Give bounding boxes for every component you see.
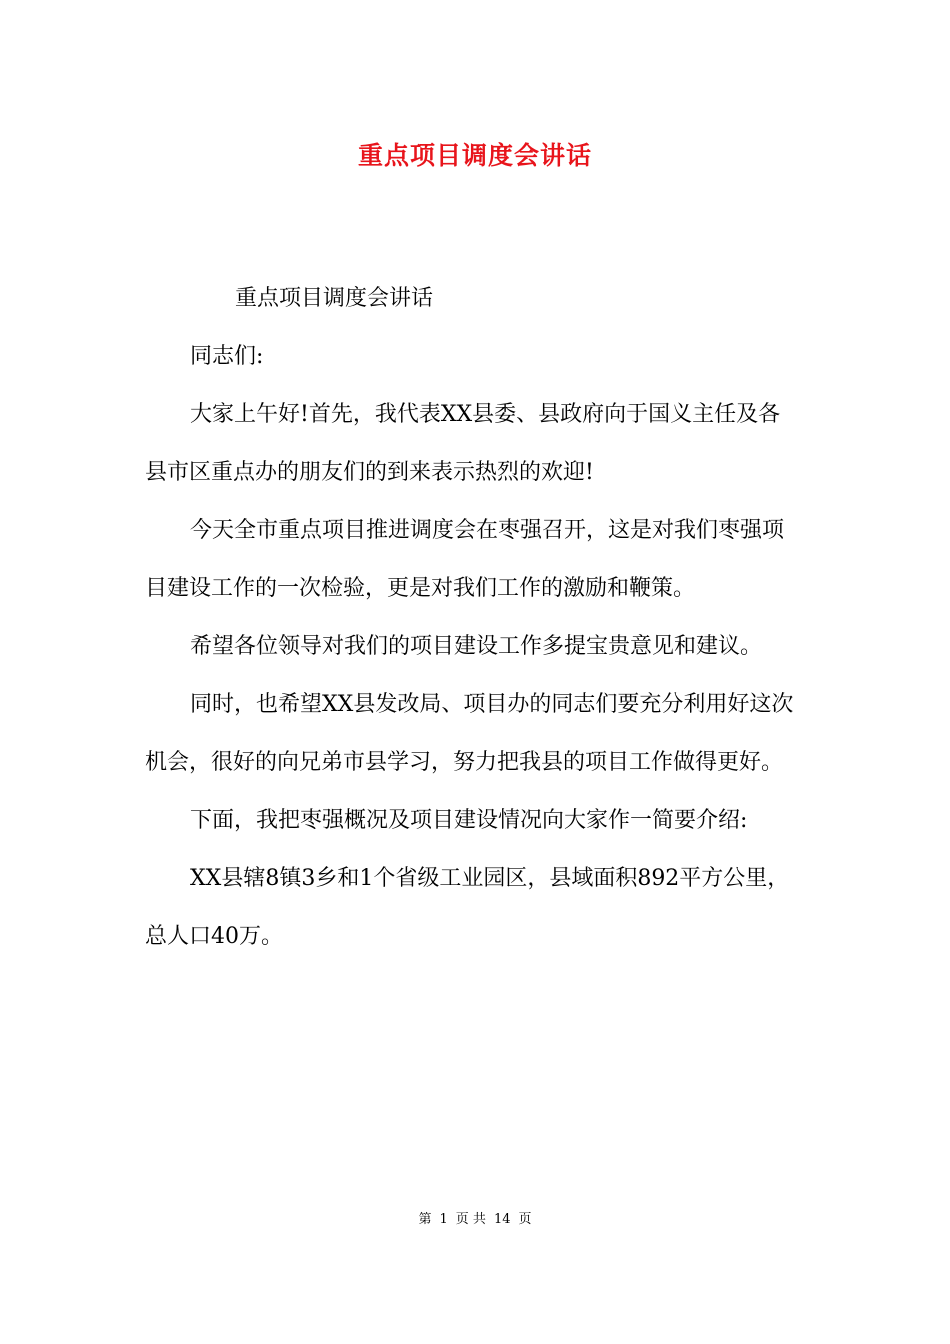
paragraph-line: 今天全市重点项目推进调度会在枣强召开，这是对我们枣强项 — [190, 518, 785, 543]
page-number-footer — [0, 1208, 950, 1227]
paragraph-line: 目建设工作的一次检验，更是对我们工作的激励和鞭策。 — [145, 576, 696, 601]
paragraph-salutation — [145, 328, 810, 386]
paragraph-hope — [145, 618, 810, 676]
paragraph-welcome — [145, 386, 810, 502]
paragraph-subtitle — [145, 270, 810, 328]
footer-current-page: 1 — [439, 1212, 448, 1227]
paragraph-line: 同时，也希望XX县发改局、项目办的同志们要充分利用好这次 — [190, 692, 794, 717]
paragraph-line: 县市区重点办的朋友们的到来表示热烈的欢迎! — [145, 460, 594, 485]
paragraph-intro — [145, 792, 810, 850]
footer-total-pages: 14 — [493, 1212, 511, 1227]
paragraph-line: 重点项目调度会讲话 — [235, 286, 434, 311]
paragraph-meanwhile — [145, 676, 810, 792]
paragraph-line: 机会，很好的向兄弟市县学习，努力把我县的项目工作做得更好。 — [145, 750, 784, 775]
paragraph-line: 同志们: — [190, 344, 264, 369]
paragraph-line: 总人口40万。 — [145, 924, 283, 949]
document-title: 重点项目调度会讲话 — [357, 141, 592, 170]
footer-suffix: 页 — [518, 1212, 532, 1227]
paragraph-line: 下面，我把枣强概况及项目建设情况向大家作一简要介绍: — [190, 808, 748, 833]
footer-prefix: 第 — [418, 1212, 432, 1227]
paragraph-line: 大家上午好!首先，我代表XX县委、县政府向于国义主任及各 — [190, 402, 781, 427]
paragraph-line: XX县辖8镇3乡和1个省级工业园区，县域面积892平方公里， — [190, 866, 790, 891]
paragraph-meeting — [145, 502, 810, 618]
document-body — [145, 270, 810, 966]
footer-middle: 页 共 — [455, 1212, 486, 1227]
paragraph-line: 希望各位领导对我们的项目建设工作多提宝贵意见和建议。 — [190, 634, 763, 659]
paragraph-county-overview — [145, 850, 810, 966]
